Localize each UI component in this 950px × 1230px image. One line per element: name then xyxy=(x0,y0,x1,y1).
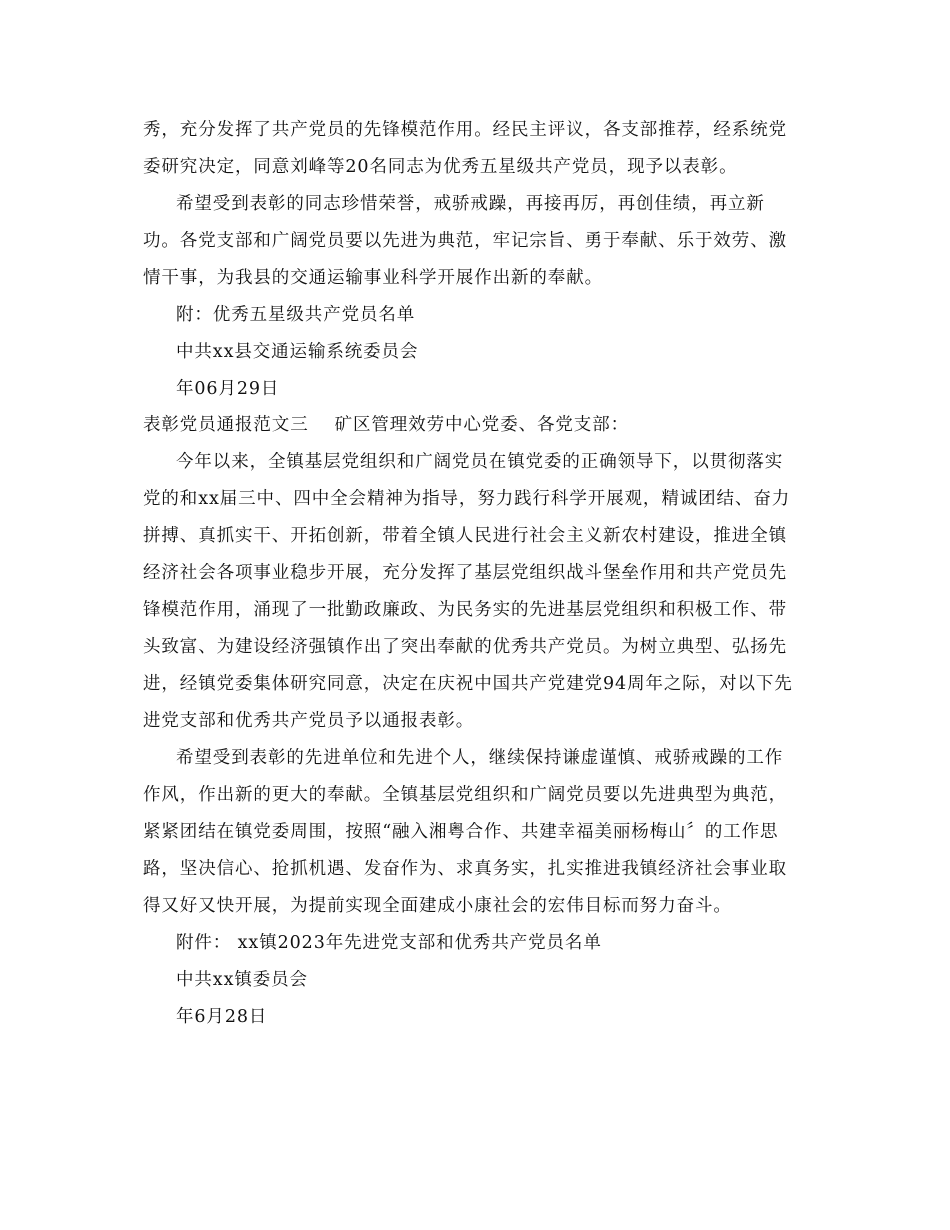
paragraph-line: 委研究决定，同意刘峰等20名同志为优秀五星级共产党员，现予以表彰。 xyxy=(143,157,738,177)
addressee: 矿区管理效劳中心党委、各党支部： xyxy=(334,415,630,435)
date: 年06月29日 xyxy=(176,379,280,399)
paragraph-line: 希望受到表彰的同志珍惜荣誉，戒骄戒躁，再接再厉，再创佳绩，再立新 xyxy=(176,194,765,214)
paragraph-line: 进党支部和优秀共产党员予以通报表彰。 xyxy=(143,711,475,731)
attachment-note: 附件： xx镇2023年先进党支部和优秀共产党员名单 xyxy=(176,933,602,953)
paragraph-line: 功。各党支部和广阔党员要以先进为典范，牢记宗旨、勇于奉献、乐于效劳、激 xyxy=(143,231,787,251)
paragraph-line: 作风，作出新的更大的奉献。全镇基层党组织和广阔党员要以先进典型为典范， xyxy=(143,785,787,805)
paragraph-line: 紧紧团结在镇党委周围，按照“融入湘粤合作、共建幸福美丽杨梅山〞的工作思 xyxy=(143,822,779,842)
paragraph-line: 今年以来，全镇基层党组织和广阔党员在镇党委的正确领导下，以贯彻落实 xyxy=(176,452,784,472)
signature: 中共xx镇委员会 xyxy=(176,970,308,990)
paragraph-line: 经济社会各项事业稳步开展，充分发挥了基层党组织战斗堡垒作用和共产党员先 xyxy=(143,563,787,583)
paragraph-line: 路，坚决信心、抢抓机遇、发奋作为、求真务实，扎实推进我镇经济社会事业取 xyxy=(143,859,787,879)
paragraph-line: 进，经镇党委集体研究同意，决定在庆祝中国共产党建党94周年之际，对以下先 xyxy=(143,674,793,694)
section-title: 表彰党员通报范文三 xyxy=(143,415,309,435)
signature: 中共xx县交通运输系统委员会 xyxy=(176,342,419,362)
paragraph-line: 情干事，为我县的交通运输事业科学开展作出新的奉献。 xyxy=(143,268,603,288)
paragraph-line: 党的和xx届三中、四中全会精神为指导，努力践行科学开展观，精诚团结、奋力 xyxy=(143,489,791,509)
paragraph-line: 拼搏、真抓实干、开拓创新，带着全镇人民进行社会主义新农村建设，推进全镇 xyxy=(143,526,787,546)
paragraph-line: 头致富、为建设经济强镇作出了突出奉献的优秀共产党员。为树立典型、弘扬先 xyxy=(143,637,787,657)
section-heading xyxy=(143,413,823,437)
date: 年6月28日 xyxy=(176,1007,268,1027)
paragraph-line: 秀，充分发挥了共产党员的先锋模范作用。经民主评议，各支部推荐，经系统党 xyxy=(143,120,787,140)
paragraph-line: 希望受到表彰的先进单位和先进个人，继续保持谦虚谨慎、戒骄戒躁的工作 xyxy=(176,748,784,768)
paragraph-line: 得又好又快开展，为提前实现全面建成小康社会的宏伟目标而努力奋斗。 xyxy=(143,896,732,916)
paragraph-line: 锋模范作用，涌现了一批勤政廉政、为民务实的先进基层党组织和积极工作、带 xyxy=(143,600,787,620)
attachment-note: 附：优秀五星级共产党员名单 xyxy=(176,305,416,325)
